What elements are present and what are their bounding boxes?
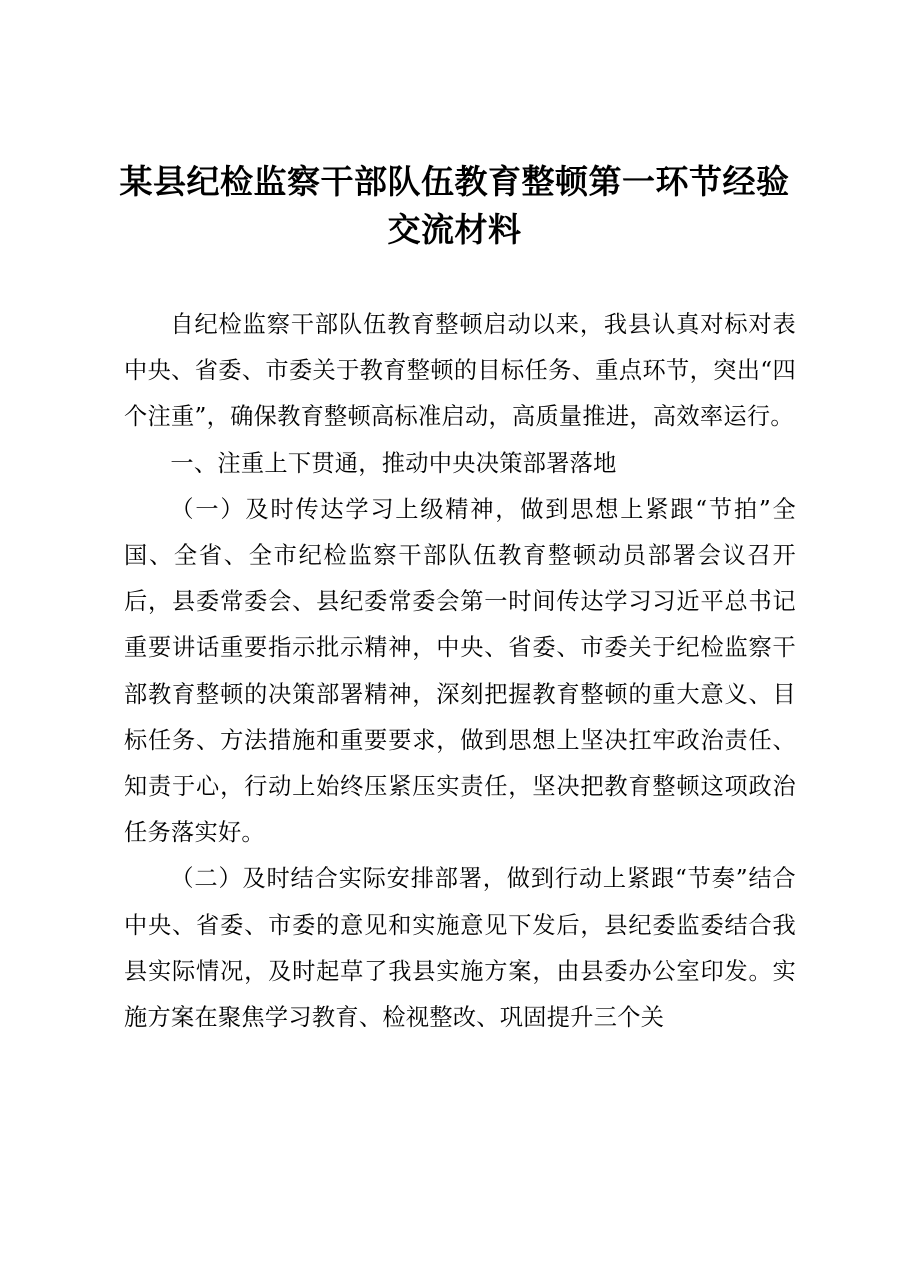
paragraph-subsection-1: （一）及时传达学习上级精神，做到思想上紧跟“节拍”全国、全省、全市纪检监察干部队伍教育整顿动员部署会议召开后，县委常委会、县纪委常委会第一时间传达学习习近平总书记重要讲话重要指示批示精神，中央、省委、市委关于纪检监察干部教育整顿的决策部署精神，深刻把握教育整顿的重大意义、目标任务、方法措施和重要要求，做到思想上坚决扛牢政治责任、知责于心，行动上始终压紧压实责任，坚决把教育整顿这项政治任务落实好。 [124,495,796,847]
paragraph-intro: 自纪检监察干部队伍教育整顿启动以来，我县认真对标对表中央、省委、市委关于教育整顿的目标任务、重点环节，突出“四个注重”，确保教育整顿高标准启动，高质量推进，高效率运行。 [124,311,796,431]
document-title: 某县纪检监察干部队伍教育整顿第一环节经验交流材料 [119,162,790,249]
paragraph-subsection-2: （二）及时结合实际安排部署，做到行动上紧跟“节奏”结合中央、省委、市委的意见和实施意见下发后，县纪委监委结合我县实际情况，及时起草了我县实施方案，由县委办公室印发。实施方案在聚焦学习教育、检视整改、巩固提升三个关 [124,865,796,1032]
section-heading-1: 一、注重上下贯通，推动中央决策部署落地 [170,449,617,477]
document-body [124,302,796,1041]
